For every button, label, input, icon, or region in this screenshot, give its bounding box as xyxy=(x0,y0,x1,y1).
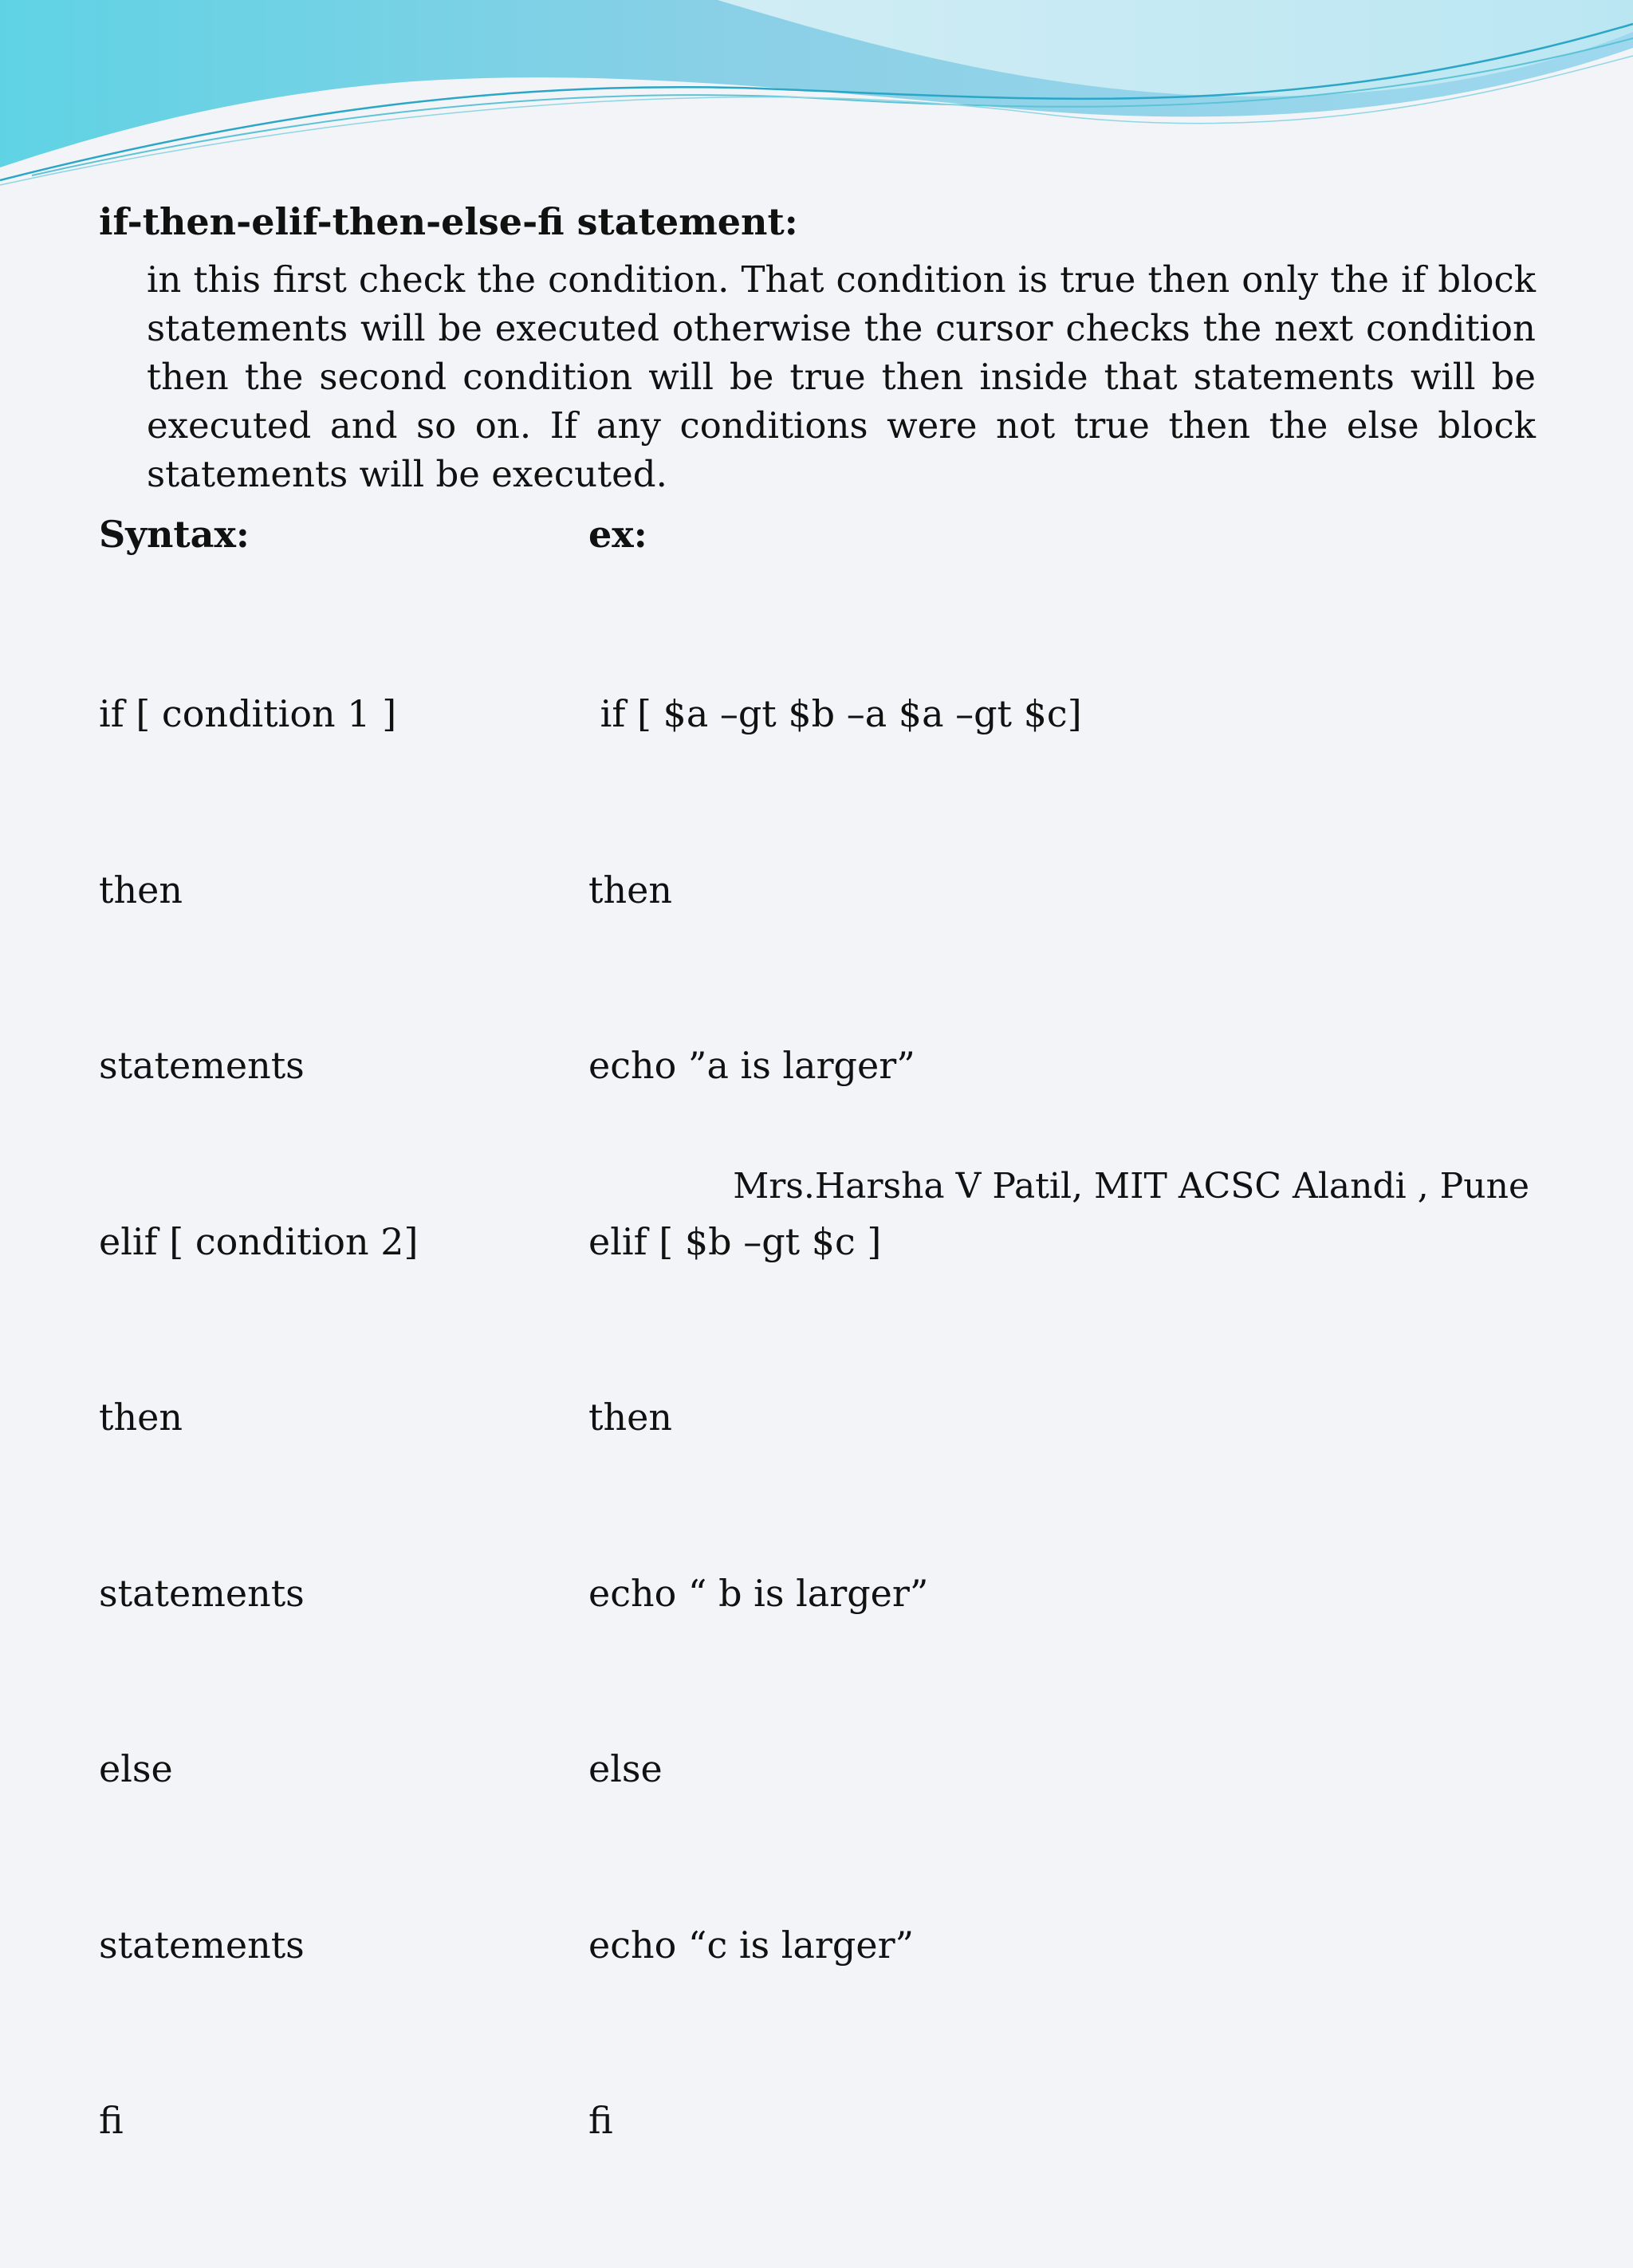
example-line: fi xyxy=(588,2099,613,2142)
example-line: then xyxy=(588,868,672,912)
header-wave-decoration xyxy=(0,0,1633,191)
footer-credit: Mrs.Harsha V Patil, MIT ACSC Alandi , Pune xyxy=(733,1166,1529,1207)
syntax-line: if [ condition 1 ] xyxy=(99,692,397,735)
example-line: else xyxy=(588,1747,663,1790)
syntax-line: statements xyxy=(99,1923,305,1967)
example-line: echo ”a is larger” xyxy=(588,1044,915,1087)
syntax-line: statements xyxy=(99,1044,305,1087)
slide-heading: if-then-elif-then-else-fi statement: xyxy=(99,200,798,243)
example-line: then xyxy=(588,1396,672,1439)
description-paragraph: in this first check the condition. That condition is true then only the if block statements will be executed otherwise the cursor checks the next condition then the second condition will be true then inside that statements will be executed and so on. If any conditions were not true then the else block statements will be executed. xyxy=(147,258,1536,495)
syntax-line: then xyxy=(99,868,183,912)
example-lines xyxy=(588,568,1082,2268)
example-title: ex: xyxy=(588,513,647,556)
example-line: echo “ b is larger” xyxy=(588,1571,929,1615)
syntax-title: Syntax: xyxy=(99,513,250,556)
syntax-line: fi xyxy=(99,2099,124,2142)
syntax-line: else xyxy=(99,1747,173,1790)
example-line: if [ $a –gt $b –a $a –gt $c] xyxy=(588,692,1082,735)
example-line: echo “c is larger” xyxy=(588,1923,915,1967)
syntax-line: then xyxy=(99,1396,183,1439)
syntax-line: elif [ condition 2] xyxy=(99,1219,419,1263)
syntax-lines xyxy=(99,568,418,2268)
syntax-line: statements xyxy=(99,1571,305,1615)
example-line: elif [ $b –gt $c ] xyxy=(588,1219,882,1263)
